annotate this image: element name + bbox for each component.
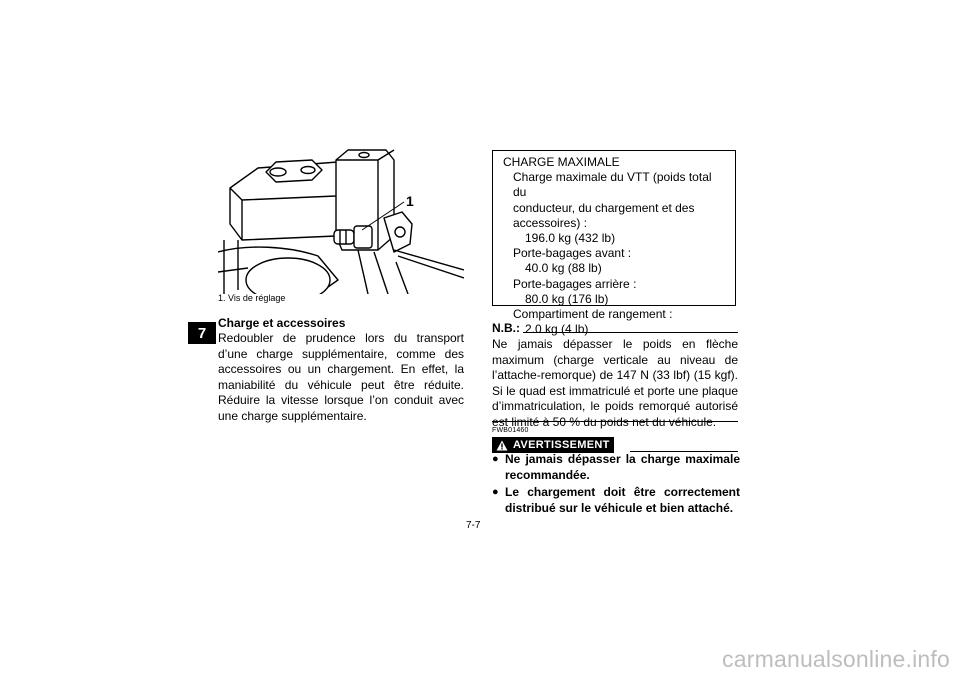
spec-line: Charge maximale du VTT (poids total du <box>513 170 712 200</box>
spec-line: Porte-bagages avant : <box>513 246 632 261</box>
note-end-rule <box>492 421 738 422</box>
warning-label: AVERTISSEMENT <box>513 439 610 451</box>
note-header <box>492 322 738 335</box>
warning-bullets <box>492 452 740 518</box>
section-body: Redoubler de prudence lors du transport d’une charge supplémentaire, comme des accessoires ou un chargement. En effet, la maniabilité du véhicule peut être réduite. Réduire la vitesse lorsque l’on conduit avec une charge supplémentaire. <box>218 331 464 423</box>
spec-line: Compartiment de rangement : <box>513 307 673 322</box>
bullet-dot-icon: ● <box>492 453 499 465</box>
section-heading: Charge et accessoires <box>218 316 346 330</box>
spec-value: 196.0 kg (432 lb) <box>525 231 616 246</box>
spec-line: conducteur, du chargement et des <box>513 200 695 215</box>
handlebar-drawing <box>218 140 464 294</box>
warning-bullet <box>492 485 740 516</box>
bullet-dot-icon: ● <box>492 486 499 498</box>
warning-bullet-text: Le chargement doit être correctement distribué sur le véhicule et bien attaché. <box>505 485 740 515</box>
watermark: carmanualsonline.info <box>722 646 950 672</box>
note-label: N.B.: <box>492 321 520 335</box>
adjusting-screw-illustration <box>218 140 464 294</box>
spec-title: CHARGE MAXIMALE <box>503 155 620 169</box>
note-rule <box>523 332 738 333</box>
note-body: Ne jamais dépasser le poids en flèche maximum (charge verticale au niveau de l’attache-remorque) de 147 N (33 lbf) (15 kgf). Si le quad est immatriculé et porte une plaque d’immatriculation, le poids remorqué autorisé est limité à 50 % du poids net du véhicule. <box>492 337 738 429</box>
warning-badge <box>492 437 614 453</box>
spec-value: 2.0 kg (4 lb) <box>525 322 589 337</box>
spec-value: 80.0 kg (176 lb) <box>525 291 609 306</box>
page-number: 7-7 <box>466 520 481 531</box>
callout-number: 1 <box>406 193 414 209</box>
spec-line: accessoires) : <box>513 215 588 230</box>
spec-value: 40.0 kg (88 lb) <box>525 261 602 276</box>
warning-header <box>492 435 738 453</box>
warning-code: FWB01460 <box>492 427 529 434</box>
warning-triangle-icon <box>496 440 508 451</box>
warning-bullet-text: Ne jamais dépasser la charge maximale recommandée. <box>505 452 740 482</box>
illustration-caption: 1. Vis de réglage <box>218 293 286 303</box>
spec-line: Porte-bagages arrière : <box>513 276 637 291</box>
chapter-tab: 7 <box>188 322 216 344</box>
warning-bullet <box>492 452 740 483</box>
